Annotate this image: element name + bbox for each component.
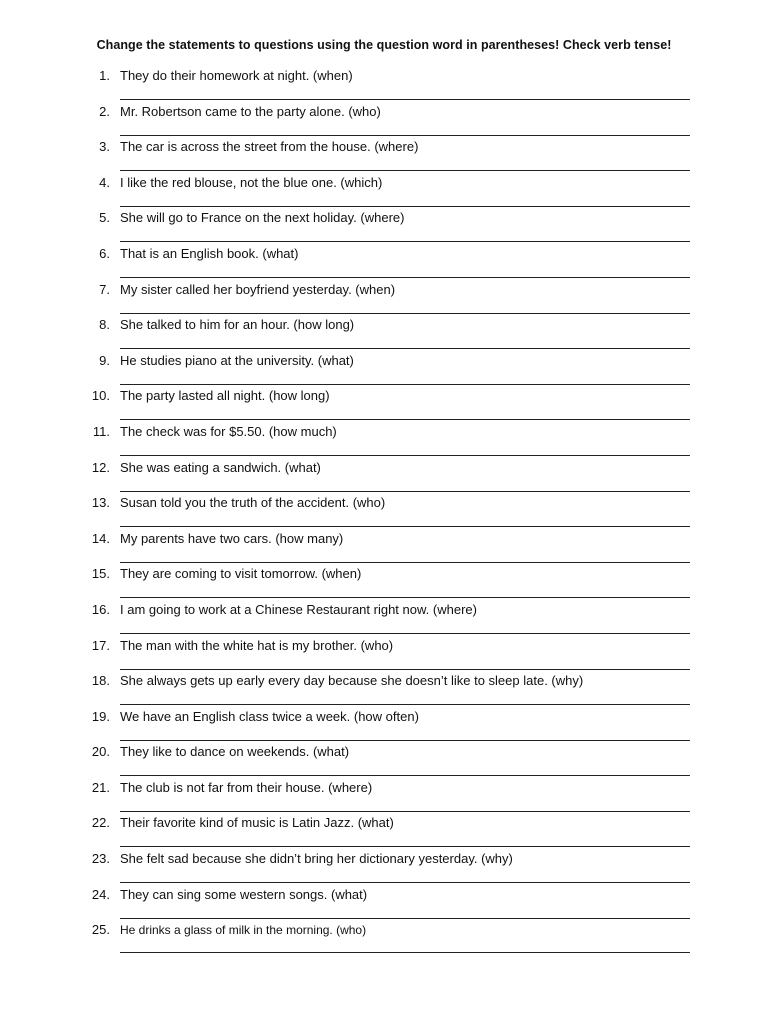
question-item-5	[0, 210, 768, 246]
answer-line[interactable]	[120, 882, 690, 883]
question-item-15	[0, 566, 768, 602]
answer-line[interactable]	[120, 348, 690, 349]
question-item-2	[0, 104, 768, 140]
answer-line[interactable]	[120, 491, 690, 492]
answer-line[interactable]	[120, 633, 690, 634]
question-item-3	[0, 139, 768, 175]
statement-text: She felt sad because she didn’t bring her dictionary yesterday. (why)	[120, 851, 513, 867]
question-number: 25.	[91, 922, 110, 938]
question-number: 18.	[91, 673, 110, 689]
question-item-24	[0, 887, 768, 923]
answer-line[interactable]	[120, 241, 690, 242]
answer-line[interactable]	[120, 277, 690, 278]
statement-text: He studies piano at the university. (what)	[120, 352, 354, 368]
answer-line[interactable]	[120, 846, 690, 847]
answer-line[interactable]	[120, 562, 690, 563]
question-item-17	[0, 638, 768, 674]
question-item-9	[0, 353, 768, 389]
question-item-11	[0, 424, 768, 460]
statement-text: Susan told you the truth of the accident. (who)	[120, 495, 386, 511]
question-number: 3.	[99, 139, 110, 155]
statement-text: They like to dance on weekends. (what)	[120, 744, 350, 760]
question-number: 20.	[91, 744, 110, 760]
question-number: 6.	[99, 245, 110, 261]
question-number: 11.	[92, 423, 110, 439]
question-item-23	[0, 851, 768, 887]
answer-line[interactable]	[120, 170, 690, 171]
question-number: 8.	[99, 317, 110, 333]
question-number: 9.	[99, 352, 110, 368]
question-number: 24.	[91, 886, 110, 902]
answer-line[interactable]	[120, 952, 690, 953]
statement-text: Mr. Robertson came to the party alone. (who)	[120, 103, 381, 119]
answer-line[interactable]	[120, 419, 690, 420]
statement-text: The club is not far from their house. (where)	[120, 779, 373, 795]
question-number: 14.	[91, 530, 110, 546]
statement-text: The man with the white hat is my brother. (who)	[120, 637, 394, 653]
answer-line[interactable]	[120, 775, 690, 776]
answer-line[interactable]	[120, 740, 690, 741]
question-item-16	[0, 602, 768, 638]
question-number: 19.	[91, 708, 110, 724]
question-item-12	[0, 460, 768, 496]
statement-text: My parents have two cars. (how many)	[120, 530, 344, 546]
question-number: 7.	[99, 281, 110, 297]
statement-text: I am going to work at a Chinese Restaurant right now. (where)	[120, 601, 477, 617]
statement-text: The check was for $5.50. (how much)	[120, 423, 337, 439]
question-item-13	[0, 495, 768, 531]
statement-text: She will go to France on the next holiday. (where)	[120, 210, 405, 226]
statement-text: We have an English class twice a week. (how often)	[120, 708, 419, 724]
question-item-7	[0, 282, 768, 318]
question-number: 21.	[91, 779, 110, 795]
statement-text: They are coming to visit tomorrow. (when)	[120, 566, 362, 582]
question-item-18	[0, 673, 768, 709]
statement-text: She always gets up early every day because she doesn’t like to sleep late. (why)	[120, 673, 584, 689]
question-number: 5.	[99, 210, 110, 226]
question-item-8	[0, 317, 768, 353]
question-number: 16.	[91, 601, 110, 617]
statement-text: They do their homework at night. (when)	[120, 68, 353, 83]
answer-line[interactable]	[120, 384, 690, 385]
question-number: 1.	[99, 68, 110, 83]
question-number: 12.	[91, 459, 110, 475]
question-number: 15.	[91, 566, 110, 582]
statement-text: Their favorite kind of music is Latin Jazz. (what)	[120, 815, 394, 831]
statement-text: She was eating a sandwich. (what)	[120, 459, 321, 475]
question-item-10	[0, 388, 768, 424]
question-number: 4.	[99, 174, 110, 190]
answer-line[interactable]	[120, 704, 690, 705]
answer-line[interactable]	[120, 526, 690, 527]
answer-line[interactable]	[120, 99, 690, 100]
statement-text: The party lasted all night. (how long)	[120, 388, 330, 404]
instructions-heading: Change the statements to questions using the question word in parentheses! Check verb tense!	[96, 38, 672, 52]
question-item-20	[0, 744, 768, 780]
question-item-22	[0, 815, 768, 851]
answer-line[interactable]	[120, 206, 690, 207]
answer-line[interactable]	[120, 597, 690, 598]
question-item-14	[0, 531, 768, 567]
statement-text: He drinks a glass of milk in the morning. (who)	[120, 923, 367, 938]
question-number: 10.	[91, 388, 110, 404]
statement-text: I like the red blouse, not the blue one. (which)	[120, 174, 383, 190]
answer-line[interactable]	[120, 811, 690, 812]
statement-text: The car is across the street from the house. (where)	[120, 139, 419, 155]
statement-text: My sister called her boyfriend yesterday. (when)	[120, 281, 396, 297]
question-item-21	[0, 780, 768, 816]
answer-line[interactable]	[120, 135, 690, 136]
question-number: 23.	[91, 851, 110, 867]
question-item-19	[0, 709, 768, 745]
question-item-25	[0, 922, 768, 958]
question-item-6	[0, 246, 768, 282]
answer-line[interactable]	[120, 313, 690, 314]
question-number: 2.	[99, 103, 110, 119]
answer-line[interactable]	[120, 669, 690, 670]
statement-text: She talked to him for an hour. (how long)	[120, 317, 355, 333]
question-number: 13.	[91, 495, 110, 511]
statement-text: They can sing some western songs. (what)	[120, 886, 368, 902]
answer-line[interactable]	[120, 455, 690, 456]
statement-text: That is an English book. (what)	[120, 245, 299, 261]
question-item-4	[0, 175, 768, 211]
question-item-1	[0, 68, 768, 104]
question-list	[0, 68, 768, 958]
question-number: 22.	[91, 815, 110, 831]
question-number: 17.	[91, 637, 110, 653]
answer-line[interactable]	[120, 918, 690, 919]
